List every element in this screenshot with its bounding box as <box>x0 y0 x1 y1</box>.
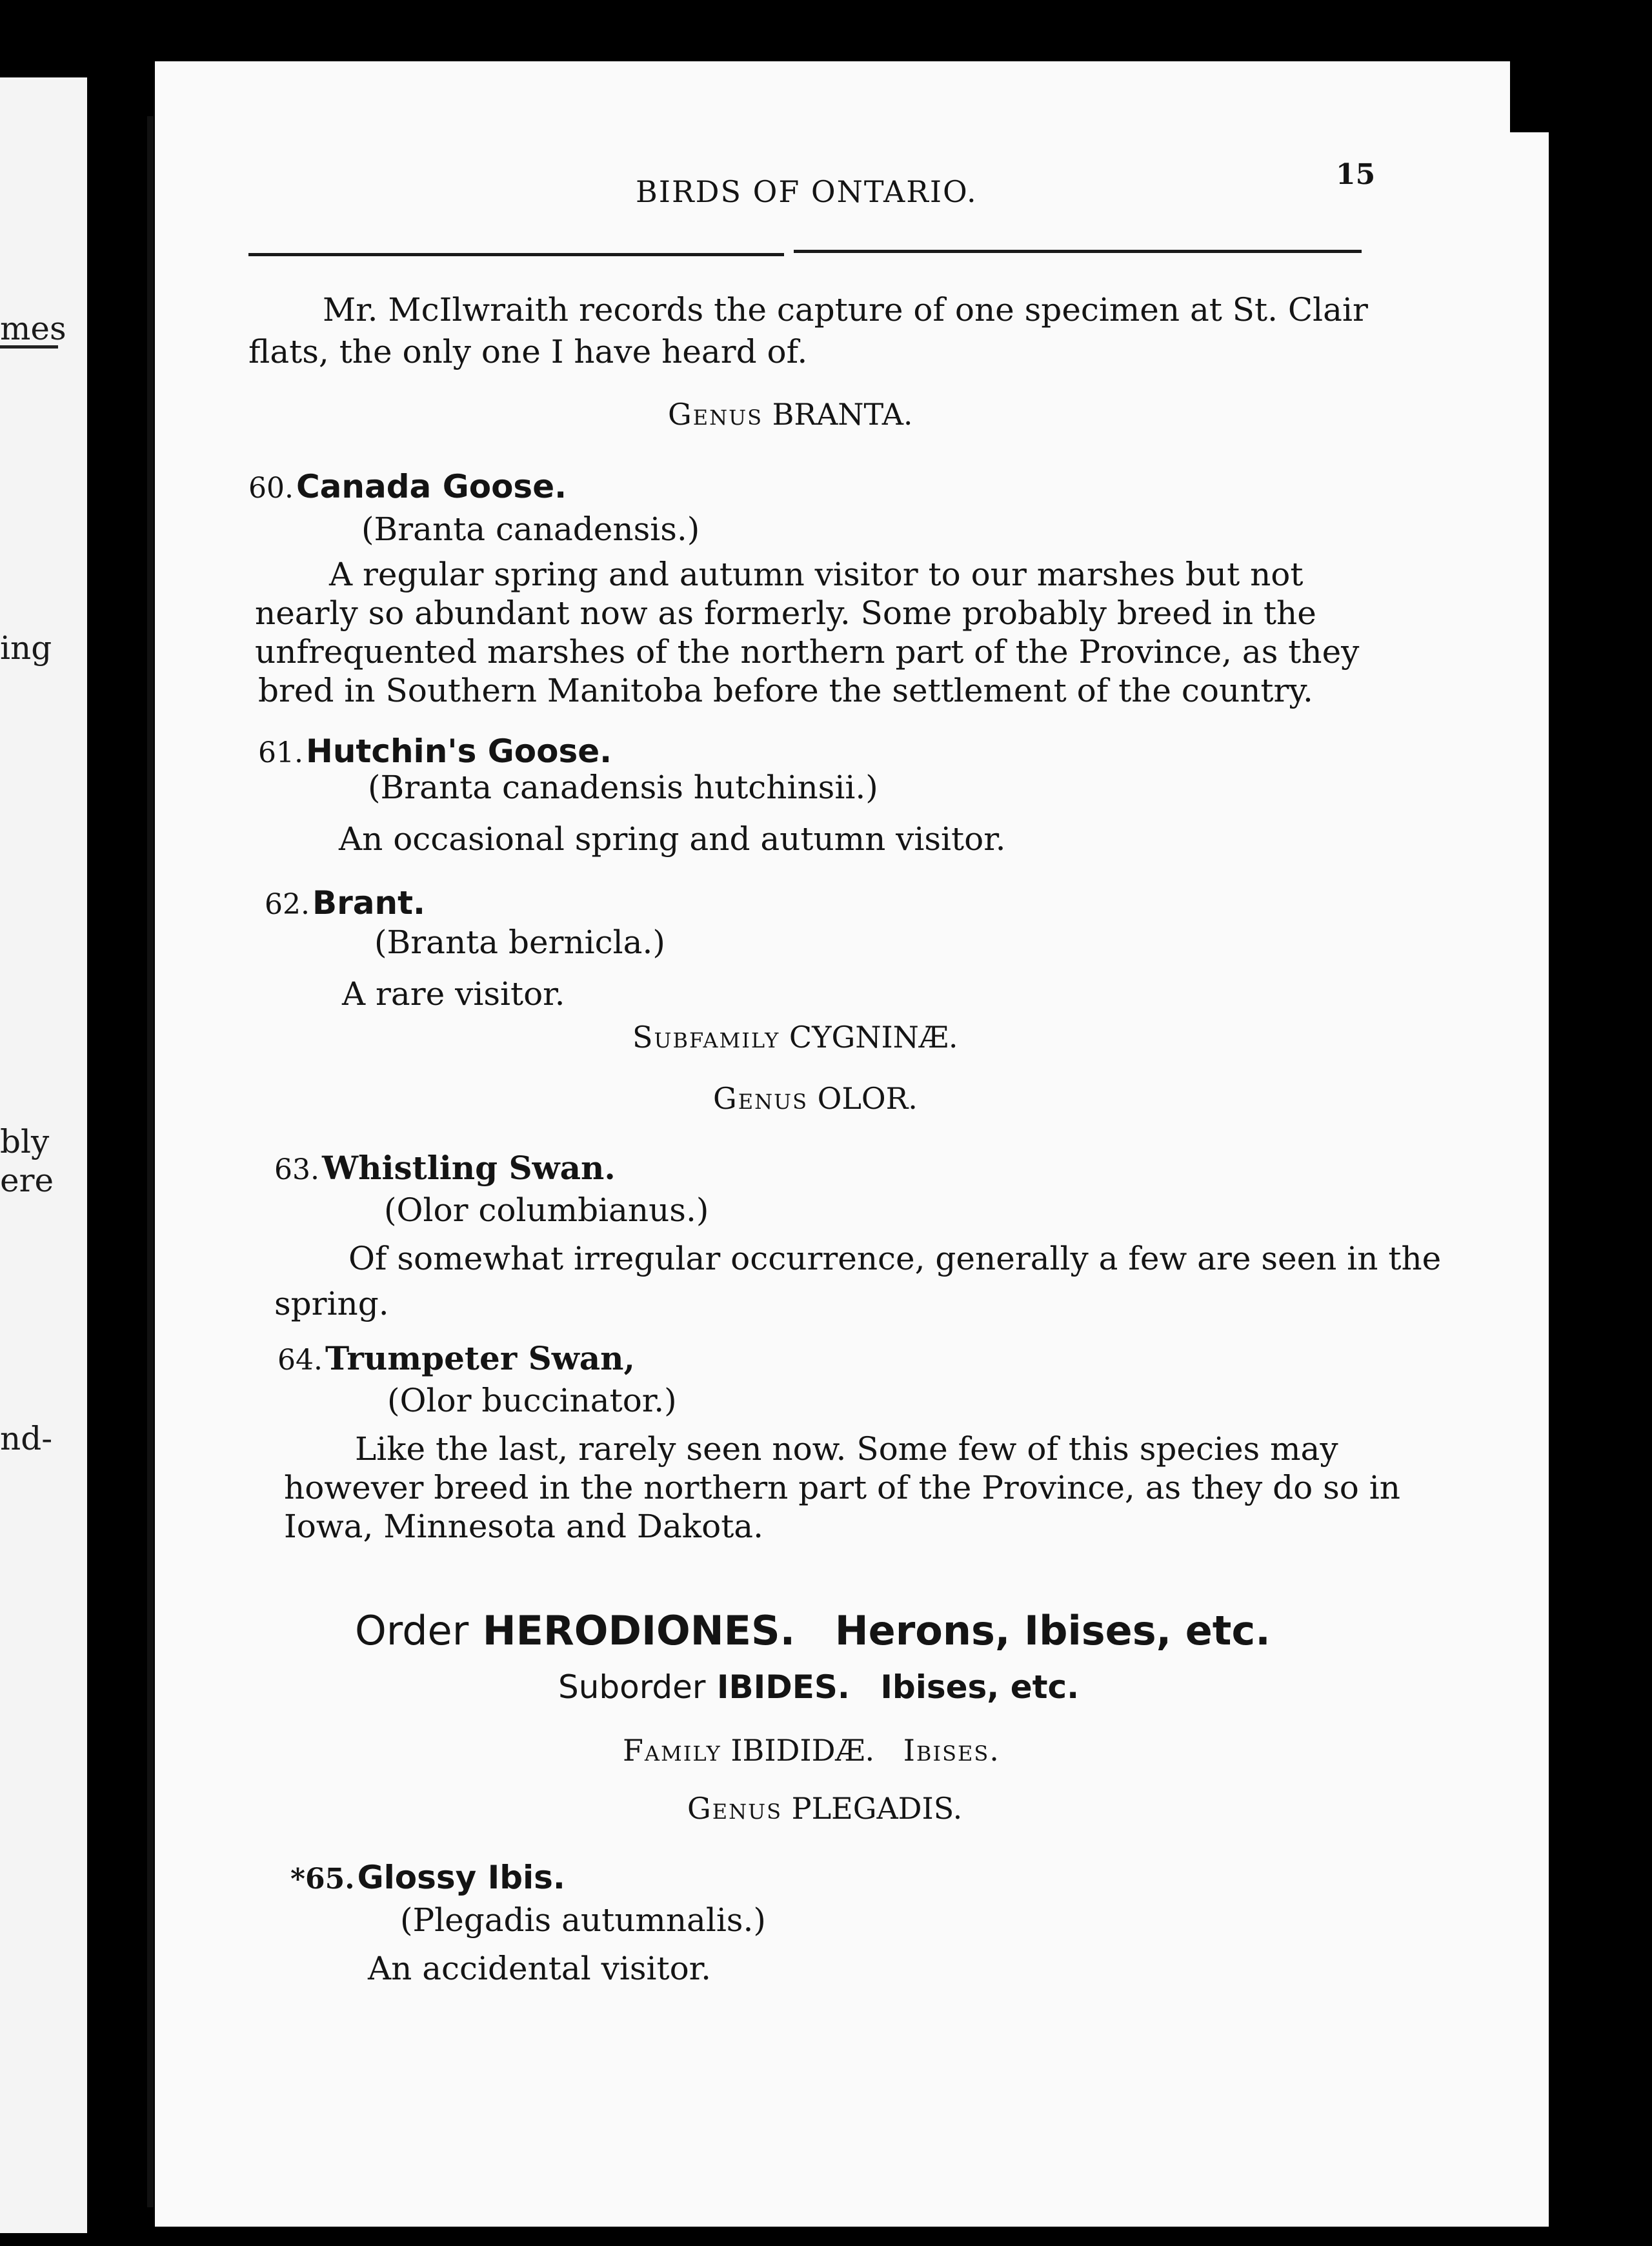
genus-name: OLOR. <box>817 1081 918 1116</box>
paragraph-line: flats, the only one I have heard of. <box>248 333 808 370</box>
entry-heading <box>290 1859 565 1896</box>
genus-label: Genus <box>713 1081 808 1116</box>
running-title: BIRDS OF ONTARIO. <box>636 174 978 209</box>
entry-name: Trumpeter Swan, <box>325 1339 635 1377</box>
paragraph-line: unfrequented marshes of the northern part of the Province, as they <box>255 633 1360 671</box>
paragraph-line: Iowa, Minnesota and Dakota. <box>284 1508 763 1545</box>
paragraph-line: Like the last, rarely seen now. Some few of this species may <box>355 1430 1338 1468</box>
suborder-heading <box>558 1668 1079 1706</box>
entry-heading <box>265 884 425 922</box>
entry-number: 61. <box>258 736 303 769</box>
subfamily-label: Subfamily <box>632 1020 780 1055</box>
entry-number: 60. <box>248 472 294 505</box>
genus-name: PLEGADIS. <box>791 1791 963 1826</box>
family-heading <box>623 1733 1000 1768</box>
genus-name: BRANTA. <box>772 397 913 432</box>
genus-heading <box>713 1081 918 1116</box>
gutter-shadow <box>147 116 154 2207</box>
family-name: IBIDIDÆ. <box>730 1733 875 1768</box>
genus-label: Genus <box>687 1791 782 1826</box>
family-label: Family <box>623 1733 721 1768</box>
paragraph-line: nearly so abundant now as formerly. Some probably breed in the <box>255 594 1316 632</box>
entry-name: Hutchin's Goose. <box>305 733 612 770</box>
paragraph-line: spring. <box>274 1285 389 1322</box>
suborder-name: IBIDES. <box>716 1668 850 1706</box>
scientific-name: (Branta canadensis.) <box>361 511 700 548</box>
entry-heading <box>277 1339 635 1377</box>
paragraph-line: Mr. McIlwraith records the capture of one specimen at St. Clair <box>323 291 1368 329</box>
suborder-label: Suborder <box>558 1668 706 1706</box>
paragraph-line: An occasional spring and autumn visitor. <box>339 820 1006 858</box>
left-fragment: mes <box>0 310 66 347</box>
header-rule <box>248 253 784 256</box>
entry-number: 64. <box>277 1344 323 1377</box>
order-heading <box>355 1607 1271 1654</box>
paragraph-line: A regular spring and autumn visitor to our marshes but not <box>329 556 1304 593</box>
scientific-name: (Olor buccinator.) <box>387 1382 677 1419</box>
book-page-edge <box>1484 132 1549 2227</box>
family-common-name: Ibises. <box>903 1733 1000 1768</box>
order-name: HERODIONES. <box>482 1607 796 1654</box>
book-page <box>155 61 1510 2227</box>
left-fragment: bly <box>0 1123 50 1160</box>
scientific-name: (Olor columbianus.) <box>384 1191 709 1229</box>
paragraph-line: A rare visitor. <box>342 975 565 1013</box>
entry-heading <box>248 468 567 505</box>
left-fragment: ere <box>0 1162 54 1199</box>
scientific-name: (Branta canadensis hutchinsii.) <box>368 769 878 806</box>
entry-name: Glossy Ibis. <box>357 1859 565 1896</box>
genus-label: Genus <box>668 397 763 432</box>
left-fragment: ing <box>0 629 52 667</box>
scientific-name: (Plegadis autumnalis.) <box>400 1901 766 1939</box>
left-facing-page <box>0 77 87 2233</box>
subfamily-name: CYGNINÆ. <box>789 1020 958 1055</box>
paragraph-line: Of somewhat irregular occurrence, generally a few are seen in the <box>348 1240 1442 1277</box>
entry-heading <box>258 733 612 770</box>
page-number: 15 <box>1336 158 1376 191</box>
entry-number: 62. <box>265 888 310 921</box>
entry-number: 63. <box>274 1153 319 1186</box>
order-label: Order <box>355 1607 469 1654</box>
entry-name: Brant. <box>312 884 425 922</box>
left-fragment: nd- <box>0 1420 53 1457</box>
paragraph-line: however breed in the northern part of the Province, as they do so in <box>284 1469 1400 1506</box>
genus-heading <box>687 1791 962 1826</box>
genus-heading <box>668 397 913 432</box>
header-rule <box>794 250 1362 253</box>
scientific-name: (Branta bernicla.) <box>374 924 665 961</box>
entry-heading <box>274 1149 616 1187</box>
order-common-name: Herons, Ibises, etc. <box>834 1607 1271 1654</box>
suborder-common-name: Ibises, etc. <box>880 1668 1080 1706</box>
paragraph-line: An accidental visitor. <box>368 1950 711 1987</box>
subfamily-heading <box>632 1020 958 1055</box>
paragraph-line: bred in Southern Manitoba before the settlement of the country. <box>258 672 1313 709</box>
entry-number: *65. <box>290 1863 355 1896</box>
entry-name: Whistling Swan. <box>321 1149 616 1187</box>
entry-name: Canada Goose. <box>296 468 567 505</box>
